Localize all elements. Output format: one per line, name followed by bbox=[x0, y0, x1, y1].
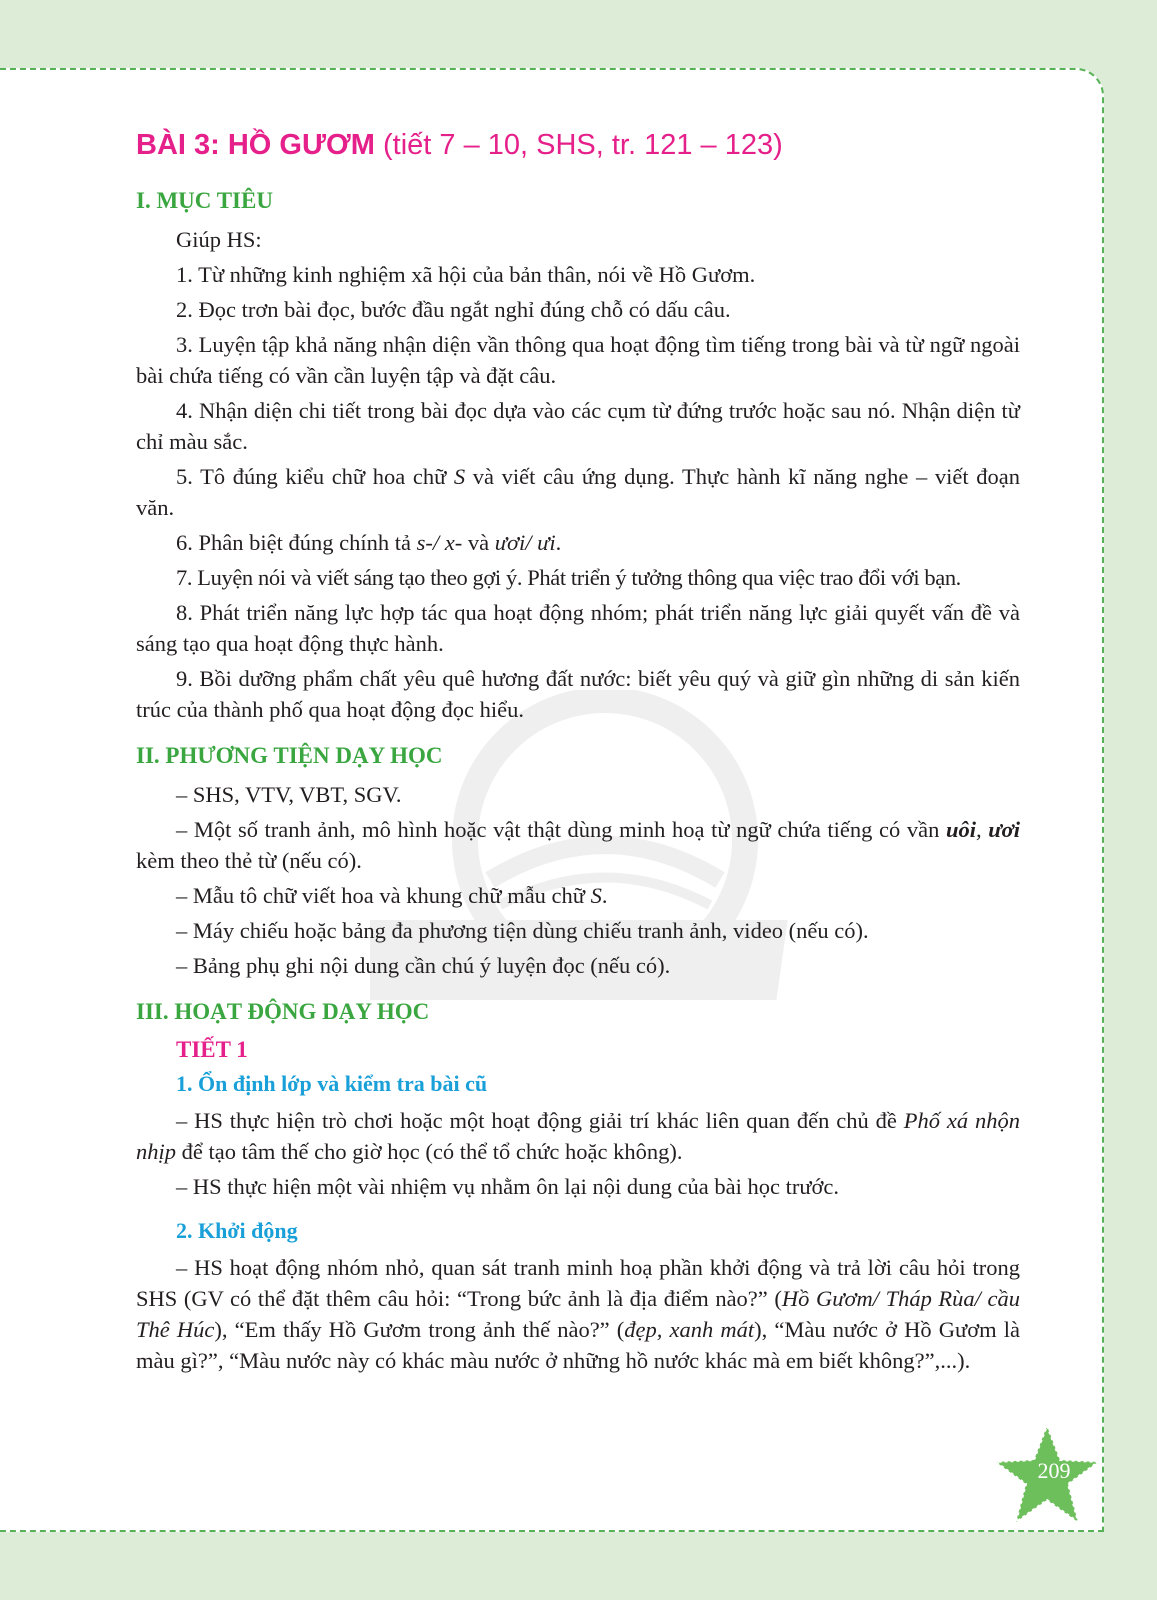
subsection-heading: 2. Khởi động bbox=[176, 1218, 298, 1243]
section-materials-heading: II. PHƯƠNG TIỆN DẠY HỌC bbox=[136, 743, 443, 768]
lesson-title-details: (tiết 7 – 10, SHS, tr. 121 – 123) bbox=[374, 129, 783, 161]
material-item: – Mẫu tô chữ viết hoa và khung chữ mẫu chữ S. bbox=[176, 883, 608, 908]
page-number: 209 bbox=[1037, 1458, 1071, 1483]
objective-item: 7. Luyện nói và viết sáng tạo theo gợi ý. Phát triển ý tưởng thông qua việc trao đổi với bạn. bbox=[176, 565, 961, 590]
section-activities-heading: III. HOẠT ĐỘNG DẠY HỌC bbox=[136, 999, 430, 1024]
objective-item: 6. Phân biệt đúng chính tả s-/ x- và ươi/ ưi. bbox=[176, 530, 562, 555]
objective-item: 2. Đọc trơn bài đọc, bước đầu ngắt nghỉ đúng chỗ có dấu câu. bbox=[176, 297, 731, 322]
objectives-intro: Giúp HS: bbox=[176, 227, 262, 252]
activity-paragraph: – HS thực hiện một vài nhiệm vụ nhằm ôn lại nội dung của bài học trước. bbox=[176, 1174, 840, 1199]
material-item: – Bảng phụ ghi nội dung cần chú ý luyện đọc (nếu có). bbox=[176, 953, 671, 978]
activity-paragraph: – HS hoạt động nhóm nhỏ, quan sát tranh minh hoạ phần khởi động và trả lời câu hỏi trong SHS (GV có thể đặt thêm câu hỏi: “Trong bức ảnh là địa điểm nào?” (Hồ Gươm/ Tháp Rùa/ cầu Thê Húc), “Em thấy Hồ Gươm trong ảnh thế nào?” (đẹp, xanh mát), “Màu nước ở Hồ Gươm là màu gì?”, “Màu nước này có khác màu nước ở những hồ nước khác mà em biết không?”,...). bbox=[136, 1255, 1020, 1373]
material-item: – Máy chiếu hoặc bảng đa phương tiện dùng chiếu tranh ảnh, video (nếu có). bbox=[176, 918, 869, 943]
activity-paragraph: – HS thực hiện trò chơi hoặc một hoạt động giải trí khác liên quan đến chủ đề Phố xá nhộn nhịp để tạo tâm thế cho giờ học (có thể tổ chức hoặc không). bbox=[136, 1108, 1021, 1164]
subsection-heading: 1. Ổn định lớp và kiểm tra bài cũ bbox=[176, 1071, 488, 1096]
objective-item: 9. Bồi dưỡng phẩm chất yêu quê hương đất nước: biết yêu quý và giữ gìn những di sản kiến trúc của thành phố qua hoạt động đọc hiểu. bbox=[136, 666, 1020, 722]
section-objectives-heading: I. MỤC TIÊU bbox=[136, 188, 273, 213]
objective-item: 4. Nhận diện chi tiết trong bài đọc dựa vào các cụm từ đứng trước hoặc sau nó. Nhận diện từ chỉ màu sắc. bbox=[136, 398, 1020, 454]
lesson-title-main: BÀI 3: HỒ GƯƠM bbox=[136, 129, 375, 161]
objective-item: 3. Luyện tập khả năng nhận diện vần thông qua hoạt động tìm tiếng trong bài và từ ngữ ngoài bài chứa tiếng có vần cần luyện tập và đặt câu. bbox=[136, 332, 1020, 388]
objective-item: 5. Tô đúng kiểu chữ hoa chữ S và viết câu ứng dụng. Thực hành kĩ năng nghe – viết đoạn văn. bbox=[136, 464, 1020, 520]
objective-item: 8. Phát triển năng lực hợp tác qua hoạt động nhóm; phát triển năng lực giải quyết vấn đề và sáng tạo qua hoạt động thực hành. bbox=[136, 600, 1020, 656]
material-item: – SHS, VTV, VBT, SGV. bbox=[176, 782, 402, 807]
page-content bbox=[136, 126, 1020, 1380]
objective-item: 1. Từ những kinh nghiệm xã hội của bản thân, nói về Hồ Gươm. bbox=[176, 262, 756, 287]
lesson-title bbox=[136, 126, 1020, 164]
period-heading: TIẾT 1 bbox=[176, 1037, 248, 1062]
material-item: – Một số tranh ảnh, mô hình hoặc vật thật dùng minh hoạ từ ngữ chứa tiếng có vần uôi, ươi kèm theo thẻ từ (nếu có). bbox=[136, 817, 1021, 873]
